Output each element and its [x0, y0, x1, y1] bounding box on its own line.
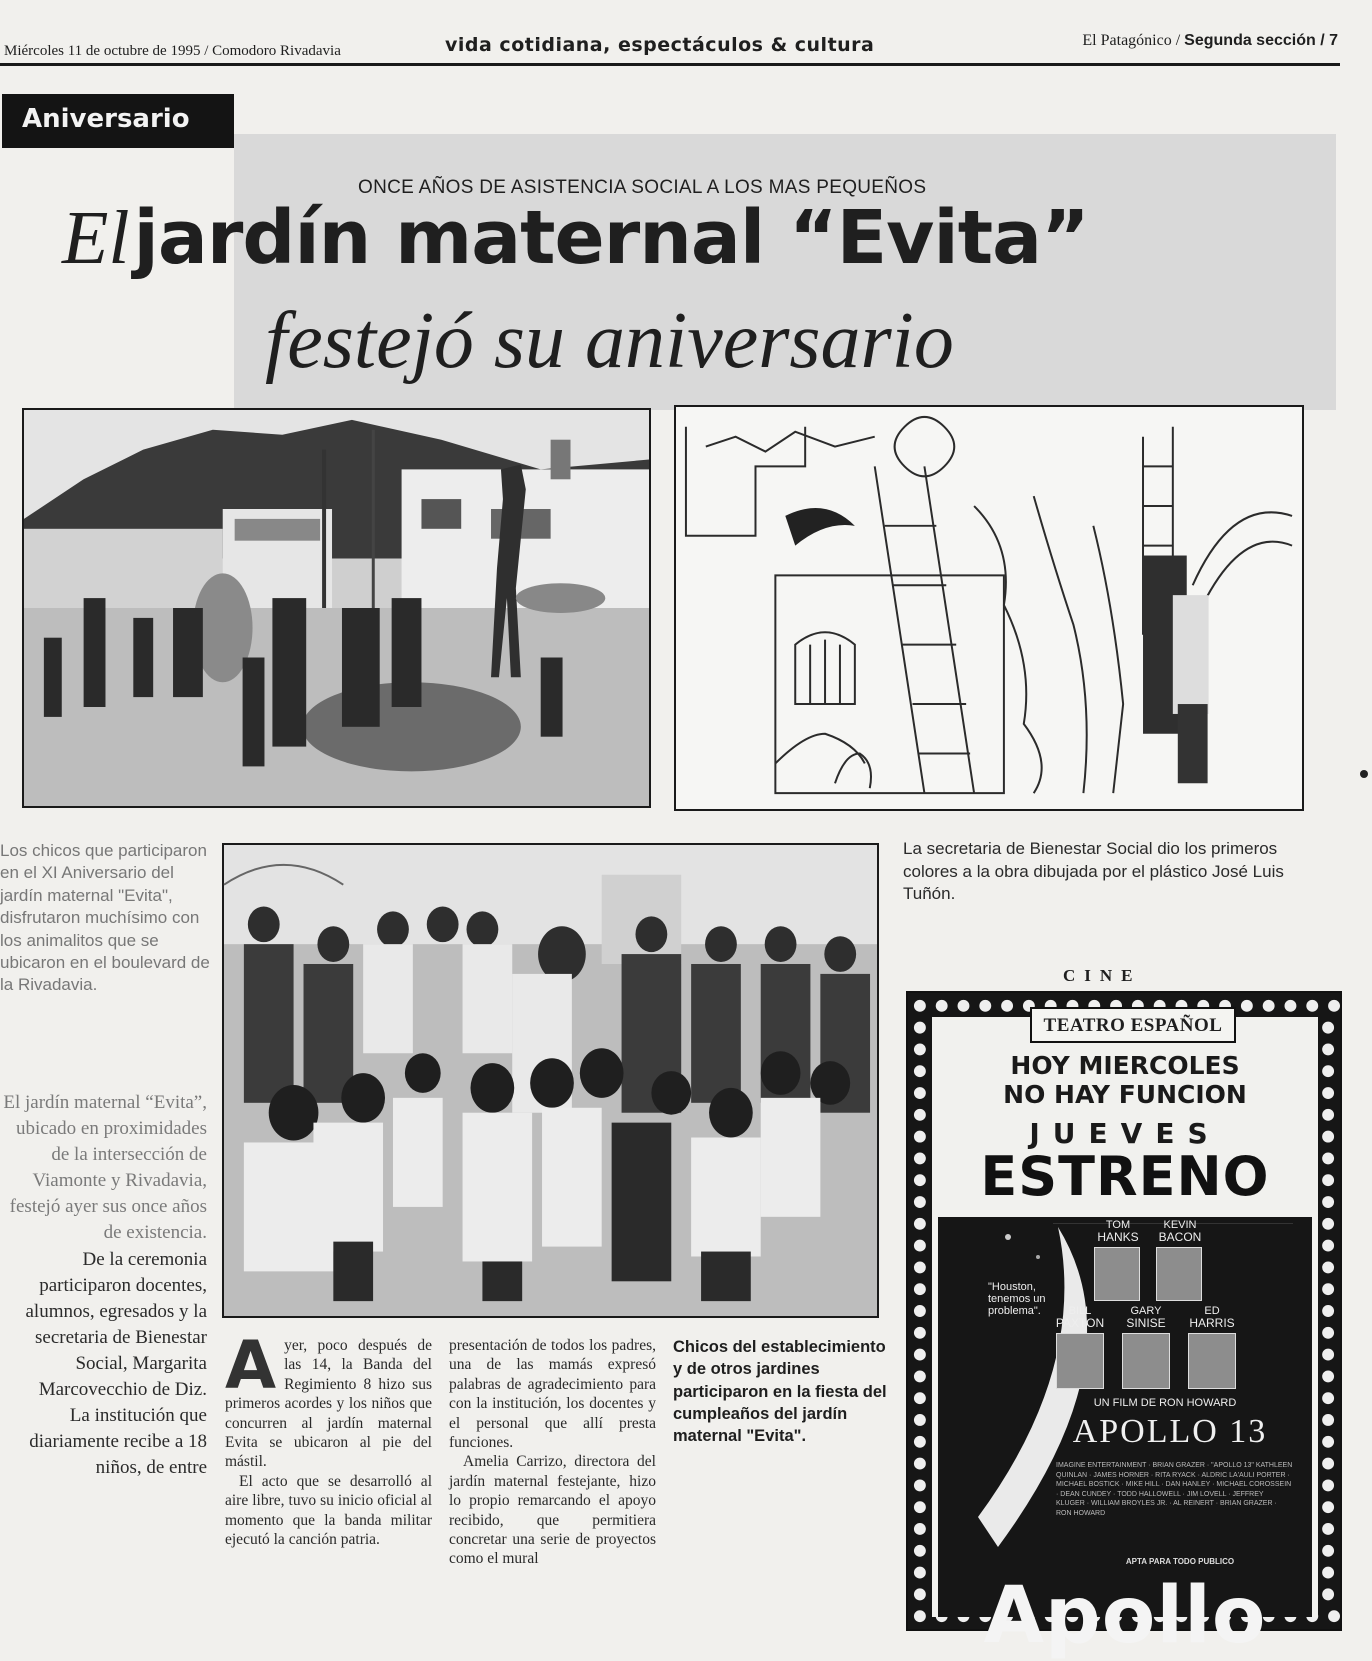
lead-paragraph-2: De la ceremonia participaron docentes, alumnos, egresados y la secretaria de Bienestar Social, Margarita Marcovecchio de Diz.	[25, 1248, 207, 1401]
poster-title: APOLLO 13	[1072, 1413, 1268, 1450]
cast-first: GARY	[1130, 1305, 1162, 1317]
headline-article: El	[62, 196, 130, 280]
cast-first: ED	[1204, 1305, 1220, 1317]
cast-member	[1180, 1305, 1244, 1330]
section-tag: Aniversario	[2, 94, 234, 148]
marquee-dot	[914, 1152, 926, 1164]
marquee-dot	[1322, 1131, 1334, 1143]
marquee-dot	[1322, 1283, 1334, 1295]
body-col1-paragraph-2: El acto que se desarrolló al aire libre, tuvo su inicio oficial al momento que la banda militar ejecutó la canción patria.	[225, 1472, 432, 1549]
body-column-1	[225, 1327, 432, 1549]
marquee-dot	[1322, 1043, 1334, 1055]
marquee-dot	[1322, 1414, 1334, 1426]
cast-last: BACON	[1158, 1230, 1202, 1244]
marquee-dot	[1285, 1000, 1297, 1012]
marquee-dot	[1322, 1327, 1334, 1339]
photo-mural-painting-image	[676, 407, 1302, 809]
cast-last: HARRIS	[1189, 1316, 1235, 1330]
caption-photo-street: Los chicos que participaron en el XI Aniversario del jardín maternal "Evita", disfrutaron muchísimo con los animalitos que se ubicaron en el boulevard de la Rivadavia.	[0, 841, 210, 995]
poster-quote: "Houston, tenemos un problema".	[988, 1281, 1046, 1317]
lead-paragraph-3: La institución que diariamente recibe a 18 niños, de entre	[29, 1405, 207, 1479]
marquee-dot	[914, 1370, 926, 1382]
marquee-dot	[1322, 1458, 1334, 1470]
photo-street-animals	[22, 408, 651, 808]
marquee-dot	[1322, 1087, 1334, 1099]
marquee-dot	[1322, 1305, 1334, 1317]
marquee-dot	[914, 1218, 926, 1230]
marquee-dot	[914, 1196, 926, 1208]
ad-estreno: ESTRENO	[980, 1145, 1270, 1208]
marquee-dot	[1322, 1479, 1334, 1491]
marquee-dot	[914, 1065, 926, 1077]
actor-photo	[1122, 1333, 1170, 1389]
marquee-dot	[914, 1327, 926, 1339]
actor-photo	[1156, 1247, 1202, 1301]
marquee-dot	[1322, 1261, 1334, 1273]
marquee-dot	[914, 1610, 926, 1622]
poster-title-large: Apollo	[983, 1571, 1267, 1661]
marquee-dot	[1322, 1349, 1334, 1361]
marquee-dot	[979, 1000, 991, 1012]
cast-last: PAXTON	[1055, 1316, 1105, 1330]
marquee-dot	[914, 1588, 926, 1600]
marquee-dot	[958, 1000, 970, 1012]
marquee-dot	[914, 1392, 926, 1404]
marquee-dot	[1322, 1196, 1334, 1208]
marquee-dot	[914, 1458, 926, 1470]
header-paper-page	[1082, 32, 1338, 50]
ad-line-hoy: HOY MIERCOLES	[1010, 1051, 1240, 1080]
marquee-dot	[914, 1479, 926, 1491]
ad-theatre-name: TEATRO ESPAÑOL	[1030, 1007, 1236, 1043]
marquee-dot	[914, 1043, 926, 1055]
marquee-dot	[1322, 1523, 1334, 1535]
cast-first: KEVIN	[1163, 1219, 1197, 1231]
marquee-dot	[1322, 1567, 1334, 1579]
marquee-dot	[1328, 1610, 1340, 1622]
header-page-number: Segunda sección / 7	[1184, 32, 1338, 49]
movie-advertisement	[906, 991, 1342, 1661]
marquee-dot	[1322, 1218, 1334, 1230]
marquee-dot	[914, 1283, 926, 1295]
ad-jueves: JUEVES	[1029, 1117, 1221, 1150]
actor-photo	[1056, 1333, 1104, 1389]
body-column-2	[449, 1336, 656, 1569]
marquee-dot	[914, 1436, 926, 1448]
marquee-dot	[914, 1000, 926, 1012]
headline-main: jardín maternal “Evita”	[133, 195, 1089, 281]
actor-photo	[1188, 1333, 1236, 1389]
marquee-dot	[1263, 1000, 1275, 1012]
marquee-dot	[1322, 1392, 1334, 1404]
marquee-dot	[1322, 1240, 1334, 1252]
actor-photo	[1094, 1247, 1140, 1301]
ad-cine-label: CINE	[1063, 966, 1142, 985]
marquee-dot	[1322, 1545, 1334, 1557]
marquee-dot	[1001, 1000, 1013, 1012]
marquee-dot	[1322, 1065, 1334, 1077]
lead-column	[0, 1090, 207, 1481]
header-section-title: vida cotidiana, espectáculos & cultura	[445, 34, 875, 56]
marquee-dot	[914, 1501, 926, 1513]
marquee-dot	[914, 1349, 926, 1361]
edge-mark	[1360, 770, 1368, 778]
marquee-dot	[914, 1567, 926, 1579]
cast-first: BILL	[1068, 1305, 1092, 1317]
marquee-dot	[936, 1000, 948, 1012]
header-date: Miércoles 11 de octubre de 1995 / Comodoro Rivadavia	[4, 43, 341, 59]
headline-kicker: ONCE AÑOS DE ASISTENCIA SOCIAL A LOS MAS PEQUEÑOS	[358, 177, 927, 198]
marquee-dot	[1322, 1588, 1334, 1600]
marquee-dot	[914, 1022, 926, 1034]
lead-paragraph-1: El jardín maternal “Evita”, ubicado en proximidades de la intersección de Viamonte y Rivadavia, festejó ayer sus once años de existencia.	[3, 1092, 207, 1244]
photo-children-group	[222, 843, 879, 1318]
marquee-dot	[914, 1109, 926, 1121]
header-paper-name: El Patagónico /	[1082, 32, 1181, 49]
cast-last: SINISE	[1126, 1316, 1166, 1330]
photo-mural-painting	[674, 405, 1304, 811]
marquee-dot	[1322, 1174, 1334, 1186]
body-col2-paragraph-1: presentación de todos los padres, una de las mamás expresó palabras de agradecimiento para con la institución, los docentes y el personal que allí presta funciones.	[449, 1337, 656, 1452]
marquee-dot	[914, 1414, 926, 1426]
marquee-dot	[1322, 1152, 1334, 1164]
body-col2-paragraph-2: Amelia Carrizo, directora del jardín maternal festejante, hizo lo propio remarcando el apoyo recibido, que permitiera concretar una serie de proyectos como el mural	[449, 1453, 656, 1568]
body-col1-paragraph-1: yer, poco después de las 14, la Banda del Regimiento 8 hizo sus primeros acordes y los niños que concurren al jardín maternal Evita se ubicaron al pie del mástil.	[225, 1337, 432, 1471]
marquee-dot	[1322, 1370, 1334, 1382]
cast-first: TOM	[1105, 1219, 1131, 1231]
marquee-dot	[914, 1523, 926, 1535]
marquee-dot	[914, 1545, 926, 1557]
marquee-dot	[914, 1240, 926, 1252]
marquee-dot	[1328, 1000, 1340, 1012]
marquee-dot	[914, 1174, 926, 1186]
caption-photo-children: Chicos del establecimiento y de otros jardines participaron en la fiesta del cumpleaños del jardín maternal "Evita".	[673, 1338, 887, 1446]
headline-second-line: festejó su aniversario	[265, 297, 954, 385]
photo-street-animals-image	[24, 410, 649, 806]
page-header	[0, 28, 1340, 66]
marquee-dot	[914, 1261, 926, 1273]
caption-photo-mural: La secretaria de Bienestar Social dio los primeros colores a la obra dibujada por el plástico José Luis Tuñón.	[903, 839, 1284, 903]
marquee-dot	[914, 1131, 926, 1143]
cast-member	[1114, 1305, 1178, 1330]
marquee-dot	[914, 1305, 926, 1317]
drop-cap: A	[225, 1327, 277, 1404]
ad-inner-panel	[932, 1015, 1318, 1661]
cast-member	[1048, 1305, 1112, 1330]
photo-children-group-image	[224, 845, 877, 1316]
poster-credits: IMAGINE ENTERTAINMENT · BRIAN GRAZER · "APOLLO 13" KATHLEEN QUINLAN · JAMES HORNER · RITA RYACK · ALDRIC LA'AULI PORTER · MICHAEL BOSTICK · MIKE HILL · DAN HANLEY · MICHAEL COROSSEIN · DEAN CUNDEY · TODD HALLOWELL · JIM LOVELL · JEFFREY KLUGER · WILLIAM BROYLES JR. · AL REINERT · BRIAN GRAZER · RON HOWARD	[1056, 1462, 1293, 1517]
poster-rating: APTA PARA TODO PUBLICO	[1125, 1557, 1235, 1566]
poster-director: UN FILM DE RON HOWARD	[1093, 1397, 1237, 1409]
ad-line-no-funcion: NO HAY FUNCION	[1003, 1080, 1247, 1109]
cast-member	[1150, 1219, 1210, 1244]
marquee-dot	[1322, 1436, 1334, 1448]
marquee-dot	[1241, 1000, 1253, 1012]
headline	[62, 195, 1089, 281]
marquee-dot	[1322, 1022, 1334, 1034]
cast-last: HANKS	[1097, 1230, 1139, 1244]
marquee-dot	[1322, 1109, 1334, 1121]
marquee-dot	[1322, 1501, 1334, 1513]
cast-member	[1088, 1219, 1148, 1244]
marquee-dot	[914, 1087, 926, 1099]
movie-poster	[938, 1217, 1312, 1661]
marquee-dot	[1306, 1000, 1318, 1012]
